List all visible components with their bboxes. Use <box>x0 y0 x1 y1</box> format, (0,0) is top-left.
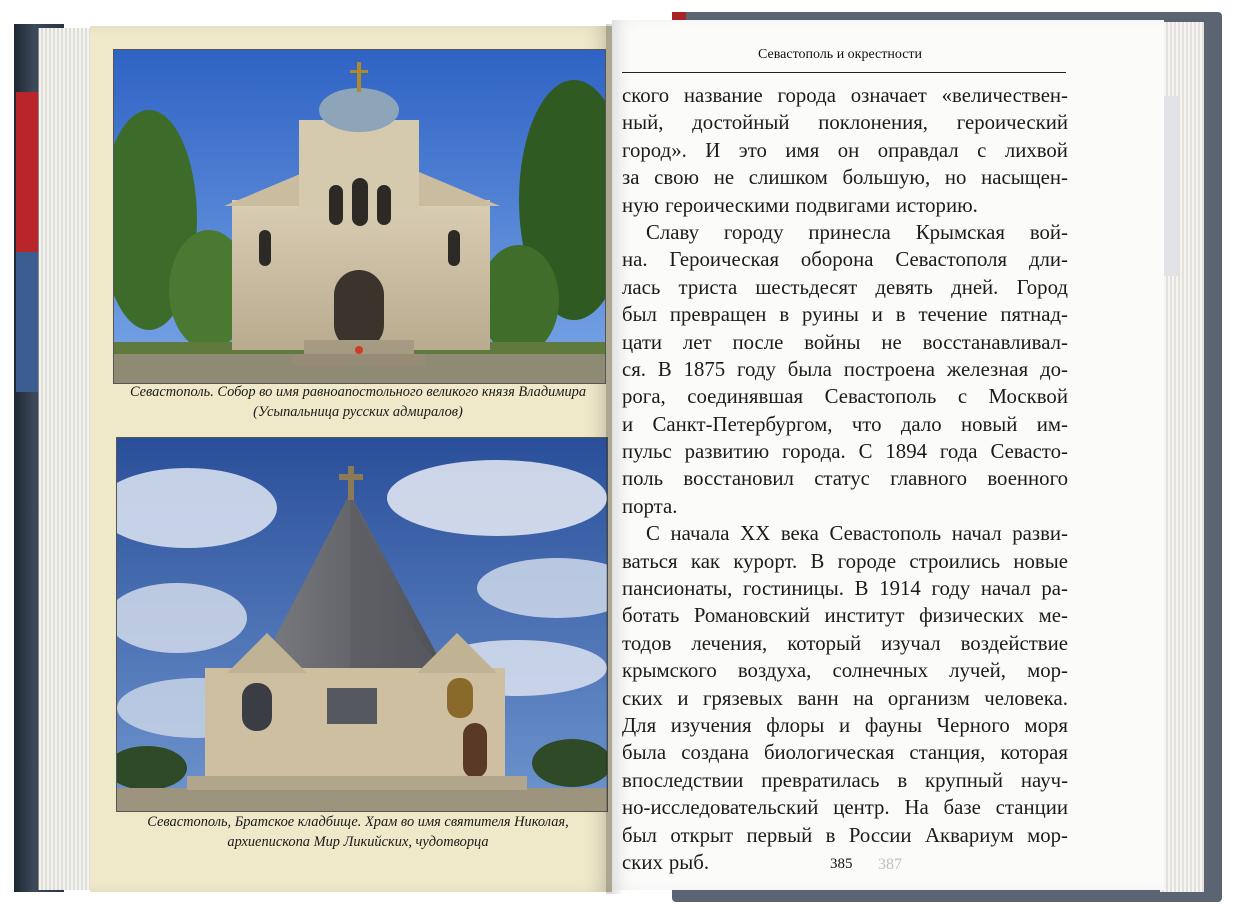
body-line: Славу городу принесла Крымская вой- <box>646 220 1068 244</box>
caption-bottom <box>112 812 604 852</box>
left-page-edges <box>38 28 91 890</box>
caption-bottom-line-2: архиепископа Мир Ликийских, чудотворца <box>227 834 489 850</box>
caption-top <box>112 382 604 422</box>
pyramid-church-illustration <box>117 438 607 811</box>
body-line: но-исследовательский центр. На базе станции <box>622 796 1068 820</box>
caption-top-line-1: Севастополь. Собор во имя равноапостольного великого князя Владимира <box>129 384 587 400</box>
body-line: был открыт первый в России Аквариум мор- <box>622 823 1068 847</box>
body-line: был превращен в руины и в течение пятнад- <box>622 303 1068 327</box>
body-line: тодов лечения, который изучал воздействие <box>622 631 1068 655</box>
ghost-page-number: 387 <box>878 856 902 873</box>
body-line: рога, соединявшая Севастополь с Москвой <box>622 385 1068 409</box>
body-line: цати лет после войны не восстанавливал- <box>622 330 1068 354</box>
body-line: лась триста шестьдесят девять дней. Город <box>622 275 1068 299</box>
body-line: ботать Романовский институт физических ме- <box>622 604 1068 628</box>
body-line: поль восстановил статус главного военного <box>622 467 1068 491</box>
body-line: ского название города означает «величествен- <box>622 84 1068 107</box>
caption-top-line-2: (Усыпальница русских адмиралов) <box>253 404 463 420</box>
body-line: была создана биологическая станция, которая <box>622 741 1068 765</box>
running-head: Севастополь и окрестности <box>758 47 923 62</box>
body-line: впоследствии превратилась в крупный науч- <box>622 768 1068 792</box>
page-number: 385 <box>830 856 853 872</box>
body-line: на. Героическая оборона Севастополя дли- <box>622 248 1068 272</box>
body-line: ваться как курорт. В городе строились новые <box>622 549 1068 573</box>
body-line: Для изучения флоры и фауны Черного моря <box>622 713 1068 737</box>
pyramid-church-photo <box>116 437 608 812</box>
body-line: порта. <box>622 494 678 518</box>
cover-blue-band <box>16 252 38 392</box>
body-line: ся. В 1875 году была построена железная до- <box>622 357 1068 381</box>
cathedral-photo <box>113 49 606 384</box>
body-line: город». И это имя он оправдал с лихвой <box>622 138 1068 162</box>
body-line: пульс развитию города. С 1894 года Севасто- <box>622 440 1068 464</box>
body-line: пансионаты, гостиницы. В 1914 году начал ра- <box>622 577 1068 601</box>
body-line: С начала XX века Севастополь начал разви- <box>646 522 1068 546</box>
body-line: за свою не слишком большую, но насыщен- <box>622 166 1068 190</box>
body-line: и Санкт-Петербургом, что дало новый им- <box>622 412 1068 436</box>
body-text <box>622 82 1068 876</box>
cover-red-band <box>16 92 38 252</box>
body-line: ских рыб. <box>622 850 710 874</box>
body-line: крымского воздуха, солнечных лучей, мор- <box>622 659 1068 683</box>
caption-bottom-line-1: Севастополь, Братское кладбище. Храм во имя святителя Николая, <box>147 814 569 830</box>
running-head-rule <box>622 72 1066 73</box>
body-line: ную героическими подвигами историю. <box>622 193 978 217</box>
body-line: ный, достойный поклонения, героический <box>622 111 1068 135</box>
cathedral-illustration <box>114 50 605 383</box>
body-line: ских и грязевых ванн на организм человека. <box>622 686 1068 710</box>
